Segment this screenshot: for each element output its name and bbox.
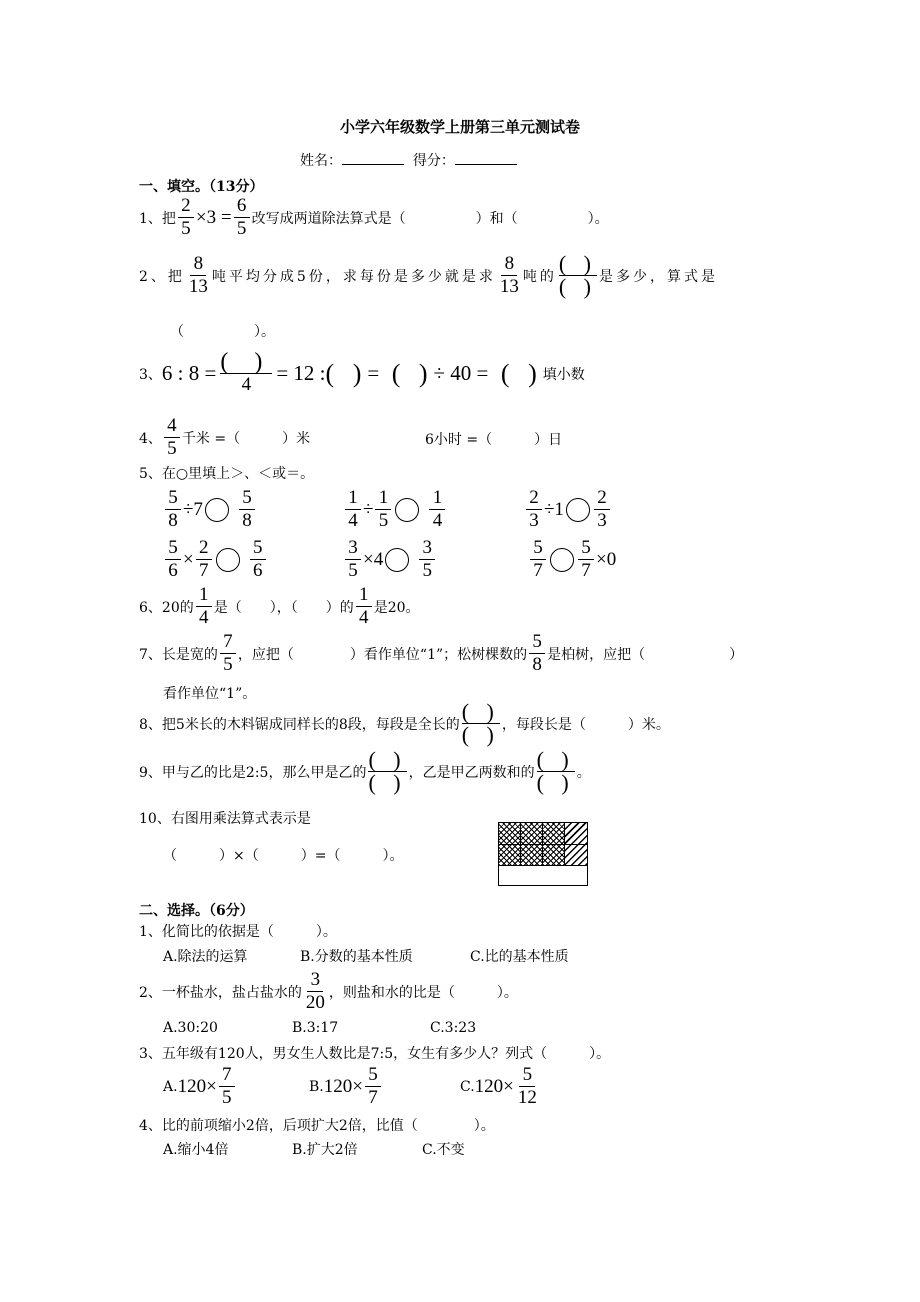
compare-item xyxy=(163,488,257,531)
fraction: $\frac{2}{5}$ xyxy=(178,196,194,239)
q2-2-prefix: 2、一杯盐水，盐占盐水的 xyxy=(139,984,302,1001)
shaded-rectangle-figure xyxy=(498,822,588,886)
fraction: $\frac{3}{20}$ xyxy=(305,969,325,1013)
q10-answer-line: （ ）×（ ）=（ ）。 xyxy=(163,848,404,864)
fraction-blank[interactable]: ( ) ( ) xyxy=(368,747,407,795)
compare-item xyxy=(524,488,612,531)
q2-middle: 吨平均分成5份，求每份是多少就是求 xyxy=(211,268,496,285)
q9-prefix: 9、甲与乙的比是2:5，那么甲是乙的 xyxy=(139,764,367,781)
blank[interactable]: ( ) xyxy=(488,358,543,388)
fraction: $\frac{7}{5}$ xyxy=(220,632,236,675)
fraction: $\frac{5}{8}$ xyxy=(529,632,545,675)
operator: ÷7 xyxy=(183,498,203,520)
question-2-2 xyxy=(139,970,518,1013)
fraction: $\frac{2}{3}$ xyxy=(526,488,542,531)
option-expr: 120× xyxy=(323,1075,363,1097)
operator: ×4 xyxy=(363,548,384,570)
name-label: 姓名： xyxy=(300,153,342,169)
option-expr: 120× xyxy=(177,1075,217,1097)
option-a[interactable]: A.30:20 xyxy=(163,1020,218,1036)
q3-suffix: 填小数 xyxy=(542,366,585,383)
compare-item xyxy=(343,538,437,581)
fraction: $\frac{5}{7}$ xyxy=(530,538,546,581)
option-b[interactable]: B.分数的基本性质 xyxy=(300,949,413,965)
fraction: $\frac{3}{5}$ xyxy=(419,538,435,581)
fraction: $\frac{1}{4}$ xyxy=(356,585,372,628)
option-expr: 120× xyxy=(474,1075,514,1097)
operator: ÷1 xyxy=(544,498,564,520)
figure-divider xyxy=(499,844,587,845)
q3-expr-2: = 12 : xyxy=(276,361,326,385)
blank[interactable]: ( ) xyxy=(325,358,368,388)
question-2-4: 4、比的前项缩小2倍，后项扩大2倍，比值（ ）。 xyxy=(139,1118,495,1134)
option-c[interactable] xyxy=(460,1065,541,1108)
option-a[interactable]: A.除法的运算 xyxy=(163,949,248,965)
q1-expr: ×3 = xyxy=(195,206,232,228)
name-score-line xyxy=(300,150,517,170)
compare-item xyxy=(343,488,447,531)
score-blank[interactable] xyxy=(455,150,517,165)
q6-middle: 是（ ），（ ）的 xyxy=(213,599,354,616)
fraction: $\frac{3}{5}$ xyxy=(345,538,361,581)
operator: ×0 xyxy=(596,548,617,570)
question-1-9 xyxy=(139,747,591,795)
fraction: $\frac{5}{8}$ xyxy=(239,488,255,531)
q6-suffix: 是20。 xyxy=(373,599,420,616)
option-c[interactable]: C.3:23 xyxy=(430,1020,477,1036)
fraction-blank[interactable]: ( ) ( ) xyxy=(536,747,575,795)
fraction: $\frac{8}{13}$ xyxy=(499,253,519,297)
compare-circle[interactable] xyxy=(216,548,240,572)
option-letter: B. xyxy=(309,1078,324,1095)
fraction: $\frac{5}{7}$ xyxy=(365,1065,381,1108)
fraction: $\frac{6}{5}$ xyxy=(234,196,250,239)
q2-answer-line: （ ）。 xyxy=(170,324,275,340)
fraction: $\frac{1}{4}$ xyxy=(345,488,361,531)
q4-part-b: 6小时 =（ ）日 xyxy=(425,432,563,448)
q1-prefix: 1、把 xyxy=(139,210,176,227)
option-c[interactable]: C.不变 xyxy=(422,1142,465,1158)
q3-expr: 6 : 8 = xyxy=(161,361,217,385)
q3-eq: = xyxy=(367,361,380,385)
q2-middle-2: 吨的 xyxy=(522,268,557,285)
fraction: $\frac{1}{5}$ xyxy=(375,488,391,531)
q9-middle: ，乙是甲乙两数和的 xyxy=(408,764,535,781)
fraction-blank[interactable]: ( ) ( ) xyxy=(461,699,500,747)
compare-circle[interactable] xyxy=(205,498,229,522)
name-blank[interactable] xyxy=(342,150,404,165)
section-1-heading: 一、填空。（13分） xyxy=(139,179,264,195)
operator: ÷ xyxy=(363,498,374,520)
blank[interactable]: ( ) xyxy=(379,358,434,388)
q8-prefix: 8、把5米长的木料锯成同样长的8段，每段是全长的 xyxy=(139,716,460,733)
q2-prefix: 2、把 xyxy=(139,268,185,285)
option-c[interactable]: C.比的基本性质 xyxy=(470,949,569,965)
question-1-6 xyxy=(139,585,420,628)
option-b[interactable] xyxy=(309,1065,383,1108)
compare-item xyxy=(163,538,268,581)
q3-prefix: 3、 xyxy=(139,366,162,383)
q2-2-suffix: ，则盐和水的比是（ ）。 xyxy=(328,984,518,1001)
question-1-2 xyxy=(139,251,718,299)
question-1-7 xyxy=(139,632,743,675)
compare-circle[interactable] xyxy=(566,498,590,522)
question-1-5: 5、在○里填上＞、＜或＝。 xyxy=(139,466,315,482)
fraction: $\frac{1}{4}$ xyxy=(196,585,212,628)
compare-circle[interactable] xyxy=(385,548,409,572)
option-a[interactable]: A.缩小4倍 xyxy=(163,1142,229,1158)
option-b[interactable]: B.3:17 xyxy=(292,1020,339,1036)
fraction: $\frac{8}{13}$ xyxy=(188,253,208,297)
option-a[interactable] xyxy=(163,1065,237,1108)
question-1-8 xyxy=(139,699,670,747)
q7-middle: ，应把（ ）看作单位“1”；松树棵数的 xyxy=(237,646,528,663)
fraction: $\frac{1}{4}$ xyxy=(429,488,445,531)
question-1-3 xyxy=(139,349,585,395)
fraction: $\frac{5}{12}$ xyxy=(517,1064,537,1108)
compare-circle[interactable] xyxy=(550,548,574,572)
fraction-blank[interactable]: ( ) 4 xyxy=(220,349,273,395)
q6-prefix: 6、20的 xyxy=(139,599,194,616)
fraction: $\frac{5}{7}$ xyxy=(578,538,594,581)
fraction: $\frac{5}{6}$ xyxy=(250,538,266,581)
fraction: $\frac{2}{3}$ xyxy=(594,488,610,531)
q1-suffix: 改写成两道除法算式是（ ）和（ ）。 xyxy=(251,210,609,227)
question-1-4 xyxy=(139,416,310,459)
figure-divider xyxy=(499,865,587,866)
q3-expr-4: ÷ 40 = xyxy=(433,361,489,385)
question-1-10: 10、右图用乘法算式表示是 xyxy=(139,811,311,827)
option-b[interactable]: B.扩大2倍 xyxy=(292,1142,358,1158)
q8-suffix: ，每段长是（ ）米。 xyxy=(501,716,670,733)
section-2-heading: 二、选择。（6分） xyxy=(139,903,254,919)
q7-line-2: 看作单位“1”。 xyxy=(163,686,257,702)
q7-prefix: 7、长是宽的 xyxy=(139,646,218,663)
q4-prefix: 4、 xyxy=(139,430,162,447)
score-label: 得分： xyxy=(412,153,455,169)
option-letter: A. xyxy=(163,1078,178,1095)
fraction: $\frac{5}{6}$ xyxy=(165,538,181,581)
q7-suffix: 是柏树，应把（ ） xyxy=(547,646,744,663)
question-1-1 xyxy=(139,196,609,239)
fraction: $\frac{7}{5}$ xyxy=(219,1065,235,1108)
page-title: 小学六年级数学上册第三单元测试卷 xyxy=(339,118,580,136)
question-2-3: 3、五年级有120人，男女生人数比是7:5，女生有多少人？列式（ ）。 xyxy=(139,1046,611,1062)
fraction: $\frac{5}{8}$ xyxy=(165,488,181,531)
q2-suffix: 是多少，算式是 xyxy=(598,268,718,285)
compare-circle[interactable] xyxy=(395,498,419,522)
q9-suffix: 。 xyxy=(576,764,591,781)
question-2-1: 1、化简比的依据是（ ）。 xyxy=(139,924,337,940)
fraction: $\frac{2}{7}$ xyxy=(196,538,212,581)
fraction: $\frac{4}{5}$ xyxy=(164,416,180,459)
compare-item xyxy=(528,538,616,581)
fraction-blank[interactable]: ( ) ( ) xyxy=(558,251,597,299)
operator: × xyxy=(183,548,194,570)
q4-part-a: 千米 =（ ）米 xyxy=(181,430,311,447)
option-letter: C. xyxy=(460,1078,475,1095)
